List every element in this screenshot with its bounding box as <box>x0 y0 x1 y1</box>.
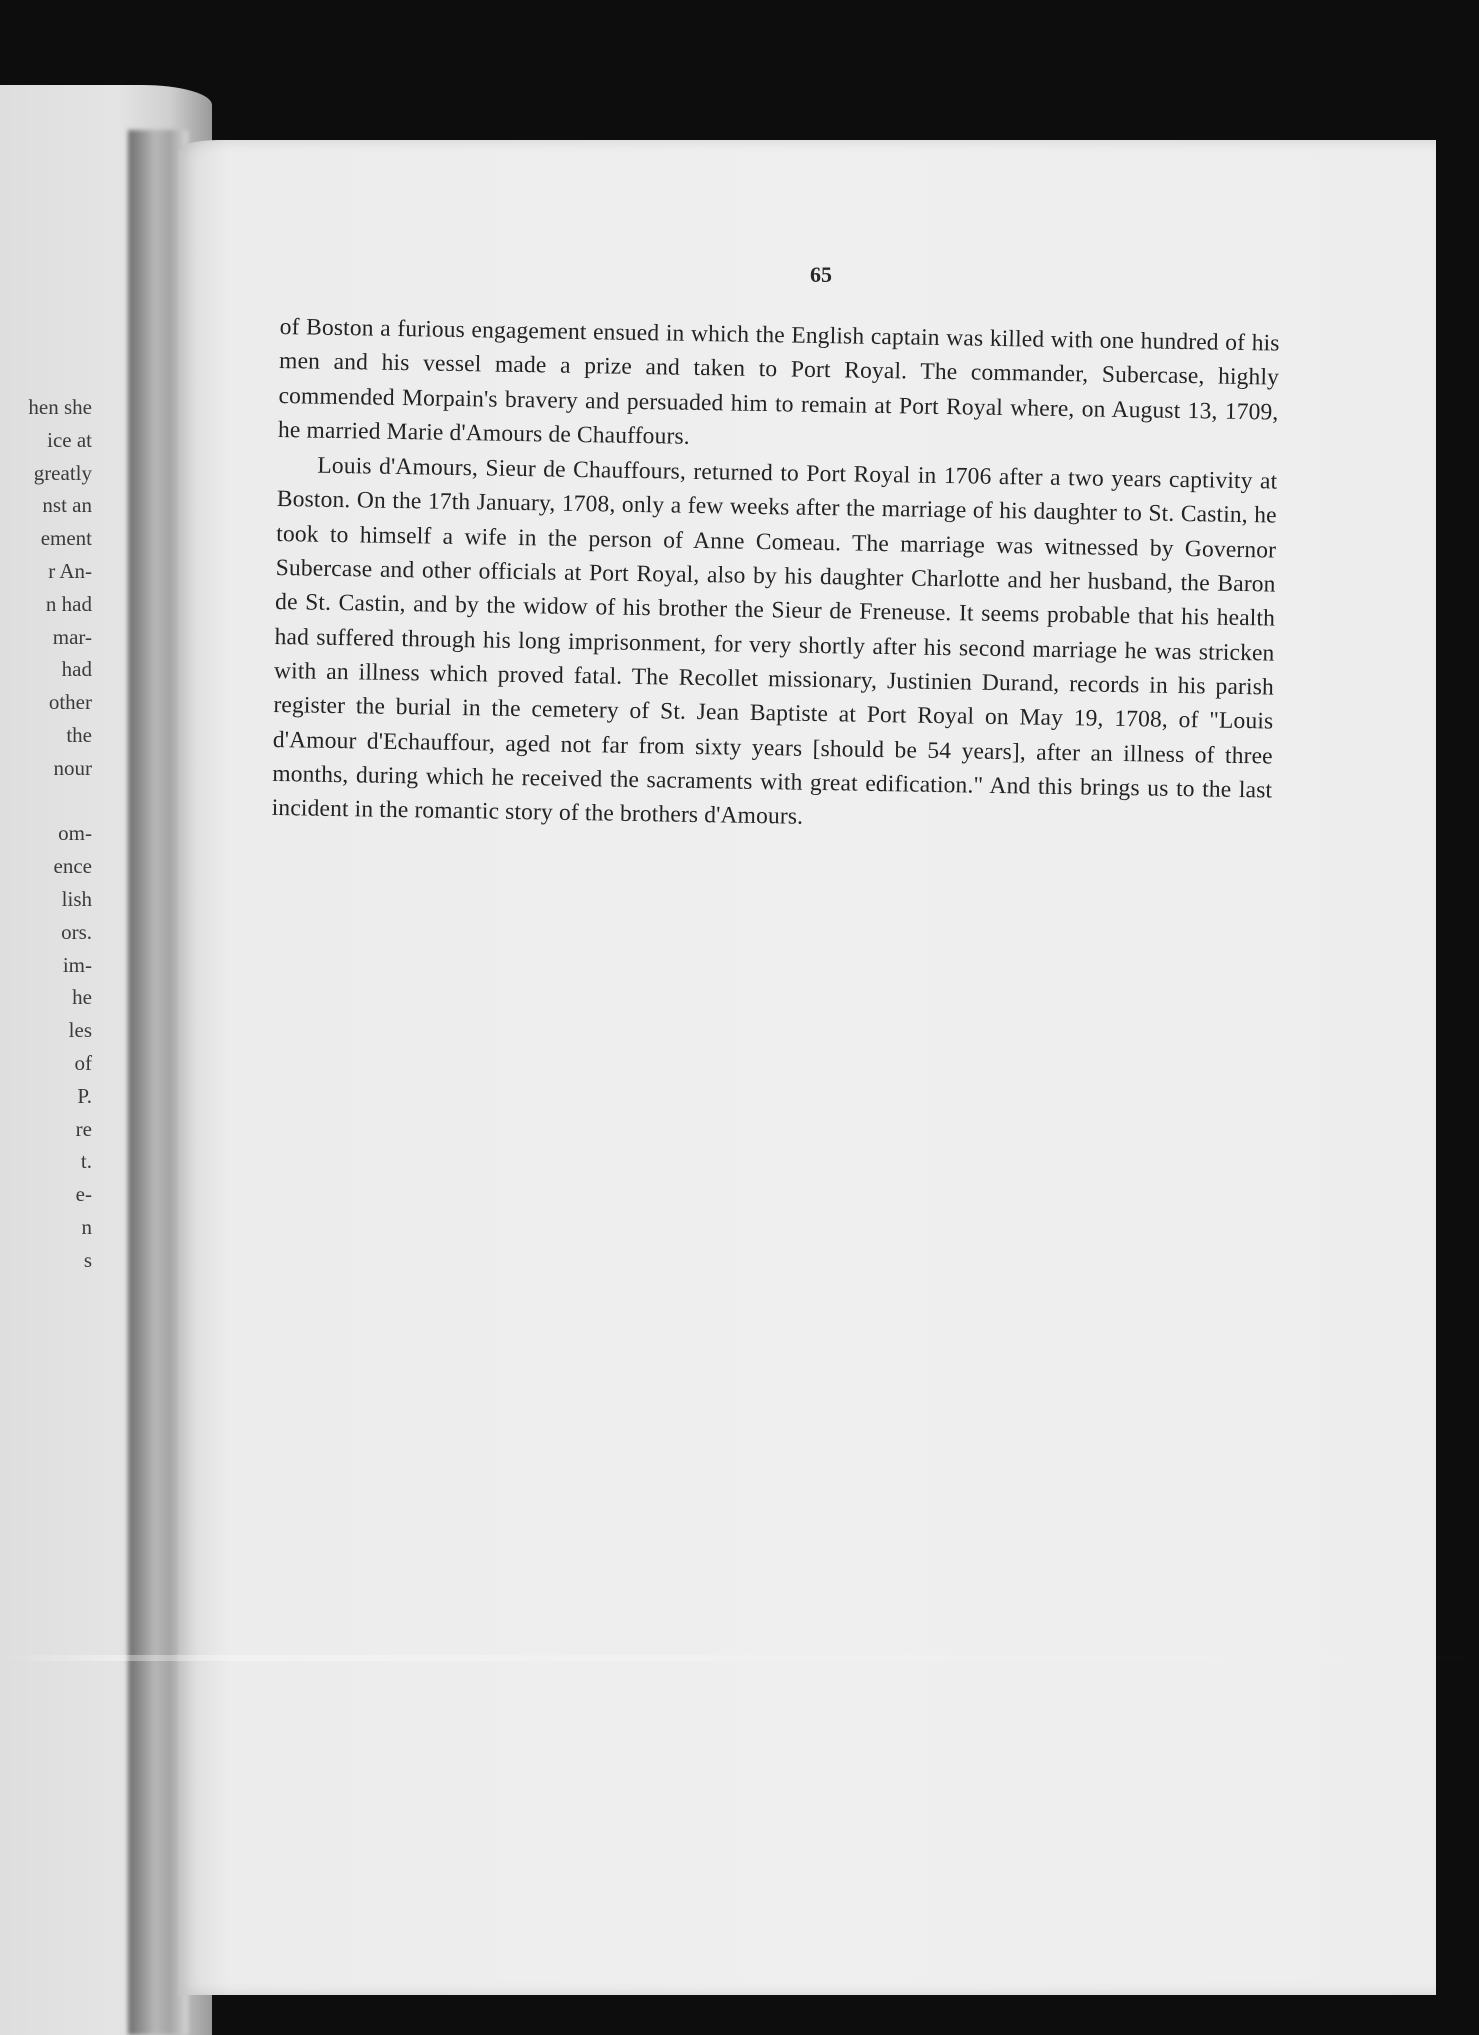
left-line: ors. <box>61 919 92 944</box>
page-number: 65 <box>810 262 832 287</box>
left-line: of <box>74 1050 92 1075</box>
left-line: mar- <box>52 624 92 649</box>
left-line: hen she <box>28 395 92 419</box>
left-line: n <box>81 1214 92 1239</box>
left-line: he <box>72 985 92 1010</box>
left-line: im- <box>62 952 92 977</box>
left-line: t. <box>80 1149 92 1174</box>
paragraph: Louis d'Amours, Sieur de Chauffours, returned to Port Royal in 1706 after a two years captivity at Boston. On the 17th January, 1708, only a few weeks after the marriage of his daughter to St. Castin, he took to himself a wife in the person of Anne Comeau. The marriage was witnessed by Governor Subercase and other officials at Port Royal, also by his daughter Charlotte and her husband, the Baron de St. Castin, and by the widow of his brother the Sieur de Freneuse. It seems probable that his health had suffered through his long imprisonment, for very shortly after his second marriage he was stricken with an illness which proved fatal. The Recollet missionary, Justinien Durand, records in his parish register the burial in the cemetery of St. Jean Baptiste at Port Royal on May 19, 1708, of "Louis d'Amour d'Echauffour, aged not far from sixty years [should be 54 years], after an illness of three months, during which he received the sacraments with great edification." And this brings us to the last incident in the romantic story of the brothers d'Amours. <box>271 452 1278 830</box>
left-line: n had <box>45 591 92 616</box>
left-line: s <box>83 1247 92 1272</box>
right-page <box>178 140 1436 1995</box>
left-line: P. <box>77 1083 92 1108</box>
left-line: om- <box>58 821 92 846</box>
left-line: e- <box>75 1182 92 1207</box>
paragraph: of Boston a furious engagement ensued in which the English captain was killed with one hundred of his men and his vessel made a prize and taken to Port Royal. The commander, Subercase, highly commended Morpain's bravery and persuaded him to remain at Port Royal where, on August 13, 1709, he married Marie d'Amours de Chauffours. <box>277 313 1280 450</box>
left-line: ice at <box>47 427 92 452</box>
left-line: lish <box>61 886 92 911</box>
left-line: nst an <box>42 493 92 518</box>
left-line: greatly <box>33 460 92 485</box>
left-line: had <box>61 657 92 682</box>
body-text <box>271 310 1279 842</box>
left-line: other <box>48 690 92 715</box>
left-line: ement <box>40 526 92 551</box>
left-line: the <box>66 722 92 747</box>
left-line: ence <box>53 854 92 879</box>
left-line: r An- <box>48 558 92 583</box>
left-line: nour <box>53 755 92 780</box>
left-line <box>0 785 92 818</box>
left-line: re <box>75 1116 92 1141</box>
left-line: les <box>68 1018 92 1043</box>
scan-artifact-streak <box>0 1655 1479 1661</box>
left-page-text-fragments <box>0 391 92 1277</box>
